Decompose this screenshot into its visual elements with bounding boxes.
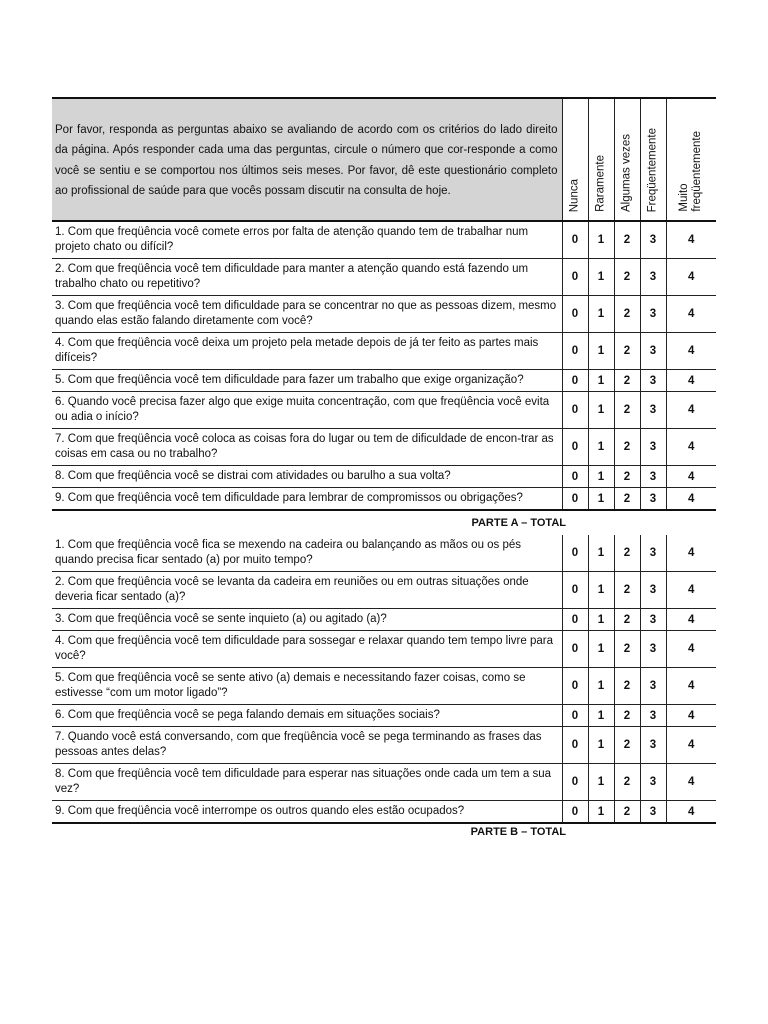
part-b-question-row [52,764,716,801]
part-a-total: PARTE A – TOTAL [471,517,566,529]
part-b-total-row [52,823,716,842]
score-option-2[interactable]: 2 [614,572,640,609]
score-option-1[interactable]: 1 [588,572,614,609]
score-option-3[interactable]: 3 [640,333,666,370]
score-option-4[interactable]: 4 [666,705,716,727]
question-text: 8. Com que freqüência você se distrai com atividades ou barulho a sua volta? [52,466,562,488]
score-option-4[interactable]: 4 [666,259,716,296]
score-option-1[interactable]: 1 [588,333,614,370]
score-option-3[interactable]: 3 [640,631,666,668]
score-option-3[interactable]: 3 [640,572,666,609]
score-option-1[interactable]: 1 [588,705,614,727]
score-option-3[interactable]: 3 [640,727,666,764]
score-option-0[interactable]: 0 [562,535,588,572]
score-option-0[interactable]: 0 [562,727,588,764]
score-option-2[interactable]: 2 [614,764,640,801]
score-option-3[interactable]: 3 [640,259,666,296]
score-option-1[interactable]: 1 [588,668,614,705]
part-a-question-row [52,333,716,370]
score-option-3[interactable]: 3 [640,429,666,466]
question-text: 6. Com que freqüência você se pega falando demais em situações sociais? [52,705,562,727]
question-text: 9. Com que freqüência você interrompe os outros quando eles estão ocupados? [52,801,562,824]
part-b-question-row [52,535,716,572]
part-b-question-row [52,705,716,727]
score-option-3[interactable]: 3 [640,466,666,488]
question-text: 1. Com que freqüência você fica se mexendo na cadeira ou balançando as mãos ou os pés quando precisa ficar sentado (a) por muito tempo? [52,535,562,572]
score-option-0[interactable]: 0 [562,764,588,801]
score-option-4[interactable]: 4 [666,488,716,511]
score-option-1[interactable]: 1 [588,370,614,392]
question-text: 5. Com que freqüência você se sente ativo (a) demais e necessitando fazer coisas, como se estivesse “com um motor ligado”? [52,668,562,705]
score-option-0[interactable]: 0 [562,801,588,824]
score-option-3[interactable]: 3 [640,609,666,631]
score-option-0[interactable]: 0 [562,296,588,333]
score-option-2[interactable]: 2 [614,801,640,824]
score-option-0[interactable]: 0 [562,221,588,259]
score-option-1[interactable]: 1 [588,466,614,488]
score-option-2[interactable]: 2 [614,488,640,511]
score-option-1[interactable]: 1 [588,259,614,296]
instructions: Por favor, responda as perguntas abaixo se avaliando de acordo com os critérios do lado direito da página. Após responder cada uma das perguntas, circule o número que cor-responde a como você se sentiu e se comportou nos últimos seis meses. Por favor, dê este questionário completo ao profissional de saúde para que vocês possam discutir na consulta de hoje. [52,98,562,221]
score-option-4[interactable]: 4 [666,221,716,259]
score-option-3[interactable]: 3 [640,764,666,801]
score-option-2[interactable]: 2 [614,609,640,631]
question-text: 3. Com que freqüência você se sente inquieto (a) ou agitado (a)? [52,609,562,631]
part-b-question-row [52,801,716,824]
score-option-2[interactable]: 2 [614,535,640,572]
question-text: 8. Com que freqüência você tem dificuldade para esperar nas situações onde cada um tem a sua vez? [52,764,562,801]
question-text: 2. Com que freqüência você tem dificuldade para manter a atenção quando está fazendo um trabalho chato ou repetitivo? [52,259,562,296]
score-option-3[interactable]: 3 [640,705,666,727]
question-text: 3. Com que freqüência você tem dificuldade para se concentrar no que as pessoas dizem, mesmo quando elas estão falando diretamente com você? [52,296,562,333]
question-text: 7. Com que freqüência você coloca as coisas fora do lugar ou tem de dificuldade de encon-trar as coisas em casa ou no trabalho? [52,429,562,466]
part-a-question-row [52,488,716,511]
part-a-question-row [52,296,716,333]
score-option-1[interactable]: 1 [588,801,614,824]
score-option-4[interactable]: 4 [666,333,716,370]
score-option-2[interactable]: 2 [614,259,640,296]
score-option-2[interactable]: 2 [614,296,640,333]
header-row [52,98,716,221]
part-a-question-row [52,221,716,259]
score-option-1[interactable]: 1 [588,727,614,764]
part-a-question-row [52,466,716,488]
questionnaire [52,97,716,842]
score-option-2[interactable]: 2 [614,466,640,488]
part-a-question-row [52,259,716,296]
score-option-0[interactable]: 0 [562,609,588,631]
score-option-0[interactable]: 0 [562,466,588,488]
scale-header-raramente: Raramente [594,155,607,212]
score-option-1[interactable]: 1 [588,221,614,259]
scale-header-nunca: Nunca [568,178,581,212]
score-option-1[interactable]: 1 [588,764,614,801]
part-a-question-row [52,370,716,392]
score-option-2[interactable]: 2 [614,727,640,764]
score-option-3[interactable]: 3 [640,370,666,392]
question-text: 2. Com que freqüência você se levanta da cadeira em reuniões ou em outras situações onde deveria ficar sentado (a)? [52,572,562,609]
score-option-2[interactable]: 2 [614,333,640,370]
score-option-2[interactable]: 2 [614,221,640,259]
score-option-1[interactable]: 1 [588,631,614,668]
questionnaire-table [52,97,716,842]
scale-header-algumas-vezes: Algumas vezes [620,134,633,212]
score-option-1[interactable]: 1 [588,296,614,333]
score-option-1[interactable]: 1 [588,609,614,631]
scale-header-muito-frequentemente: Muito freqüentemente [678,131,704,212]
score-option-3[interactable]: 3 [640,392,666,429]
part-b-question-row [52,668,716,705]
score-option-4[interactable]: 4 [666,631,716,668]
score-option-2[interactable]: 2 [614,429,640,466]
question-text: 7. Quando você está conversando, com que freqüência você se pega terminando as frases das pessoas antes delas? [52,727,562,764]
score-option-4[interactable]: 4 [666,801,716,824]
part-b-question-row [52,631,716,668]
score-option-4[interactable]: 4 [666,535,716,572]
score-option-4[interactable]: 4 [666,668,716,705]
score-option-3[interactable]: 3 [640,221,666,259]
score-option-2[interactable]: 2 [614,631,640,668]
score-option-3[interactable]: 3 [640,801,666,824]
part-a-question-row [52,429,716,466]
score-option-0[interactable]: 0 [562,333,588,370]
score-option-2[interactable]: 2 [614,705,640,727]
score-option-1[interactable]: 1 [588,535,614,572]
part-a-question-row [52,392,716,429]
score-option-0[interactable]: 0 [562,668,588,705]
score-option-4[interactable]: 4 [666,572,716,609]
score-option-4[interactable]: 4 [666,764,716,801]
score-option-0[interactable]: 0 [562,488,588,511]
score-option-0[interactable]: 0 [562,631,588,668]
part-b-question-row [52,609,716,631]
score-option-3[interactable]: 3 [640,668,666,705]
score-option-0[interactable]: 0 [562,370,588,392]
score-option-0[interactable]: 0 [562,429,588,466]
question-text: 6. Quando você precisa fazer algo que exige muita concentração, com que freqüência você evita ou adia o início? [52,392,562,429]
part-b-question-row [52,727,716,764]
question-text: 9. Com que freqüência você tem dificuldade para lembrar de compromissos ou obrigações? [52,488,562,511]
score-option-2[interactable]: 2 [614,668,640,705]
score-option-3[interactable]: 3 [640,535,666,572]
score-option-4[interactable]: 4 [666,466,716,488]
part-a-total-row [52,510,716,535]
score-option-0[interactable]: 0 [562,572,588,609]
question-text: 4. Com que freqüência você deixa um projeto pela metade depois de já ter feito as partes mais difíceis? [52,333,562,370]
part-b-total: PARTE B – TOTAL [470,826,566,838]
question-text: 5. Com que freqüência você tem dificuldade para fazer um trabalho que exige organização? [52,370,562,392]
score-option-4[interactable]: 4 [666,370,716,392]
score-option-4[interactable]: 4 [666,392,716,429]
score-option-2[interactable]: 2 [614,370,640,392]
score-option-1[interactable]: 1 [588,488,614,511]
score-option-0[interactable]: 0 [562,392,588,429]
score-option-3[interactable]: 3 [640,488,666,511]
question-text: 1. Com que freqüência você comete erros por falta de atenção quando tem de trabalhar num projeto chato ou difícil? [52,221,562,259]
score-option-2[interactable]: 2 [614,392,640,429]
score-option-0[interactable]: 0 [562,705,588,727]
score-option-3[interactable]: 3 [640,296,666,333]
score-option-1[interactable]: 1 [588,392,614,429]
part-b-question-row [52,572,716,609]
score-option-4[interactable]: 4 [666,429,716,466]
score-option-0[interactable]: 0 [562,259,588,296]
question-text: 4. Com que freqüência você tem dificuldade para sossegar e relaxar quando tem tempo livre para você? [52,631,562,668]
score-option-4[interactable]: 4 [666,609,716,631]
score-option-4[interactable]: 4 [666,727,716,764]
score-option-1[interactable]: 1 [588,429,614,466]
score-option-4[interactable]: 4 [666,296,716,333]
scale-header-frequentemente: Freqüentemente [646,127,659,212]
